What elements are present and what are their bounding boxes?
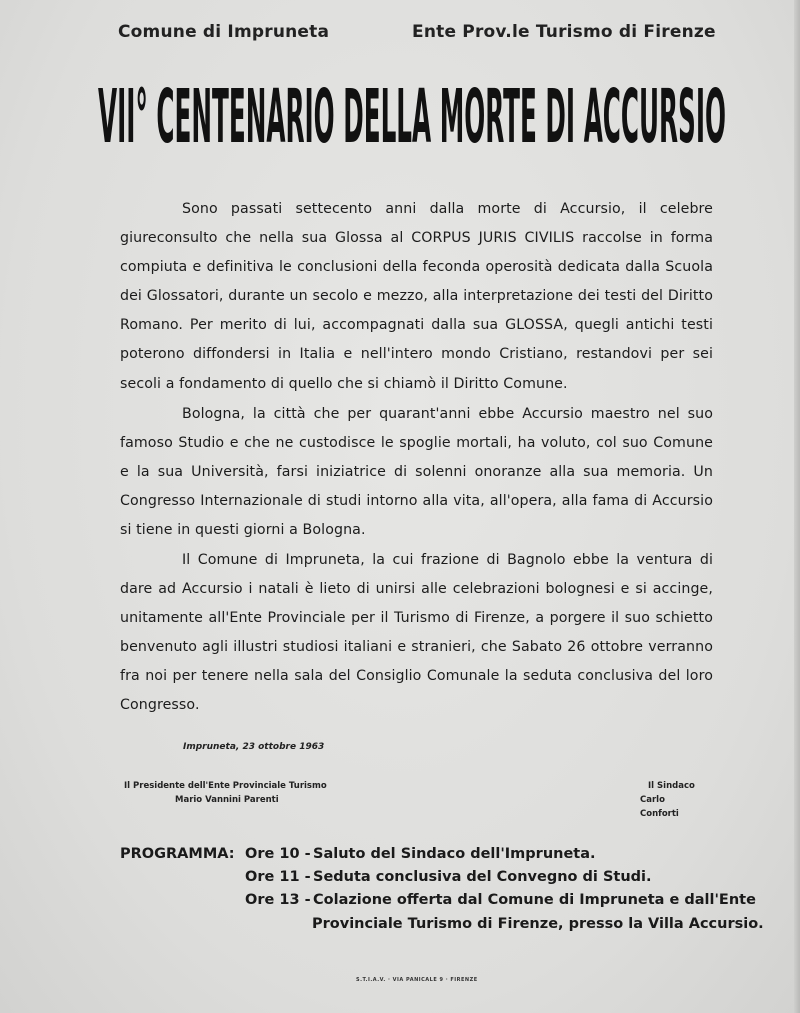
programma-item bbox=[245, 846, 596, 862]
programma-label: PROGRAMMA: bbox=[120, 846, 235, 862]
signature-president-title: Il Presidente dell'Ente Provinciale Turismo bbox=[124, 781, 327, 791]
programma-item bbox=[245, 869, 652, 885]
paragraph-3 bbox=[120, 546, 713, 721]
signature-president bbox=[124, 779, 327, 807]
programma-text: Colazione offerta dal Comune di Impruneta e dall'Ente bbox=[313, 892, 756, 908]
page-edge-shadow bbox=[794, 0, 800, 1013]
paragraph-text: Il Comune di Impruneta, la cui frazione di Bagnolo ebbe la ventura di dare ad Accursio i natali è lieto di unirsi alle celebrazioni bolognesi e si accinge, unitamente all'Ente Provinciale per il Turismo di Firenze, a porgere il suo schietto benvenuto agli illustri studiosi italiani e stranieri, che Sabato 26 ottobre verranno fra noi per tenere nella sala del Consiglio Comunale la seduta conclusiva del loro Congresso. bbox=[120, 552, 713, 714]
programma-text: Seduta conclusiva del Convegno di Studi. bbox=[313, 869, 652, 885]
header-right: Ente Prov.le Turismo di Firenze bbox=[412, 22, 716, 42]
signature-mayor-title: Il Sindaco bbox=[648, 781, 695, 791]
poster-title bbox=[98, 58, 728, 158]
programma-item bbox=[245, 892, 756, 908]
paragraph-text: Bologna, la città che per quarant'anni ebbe Accursio maestro nel suo famoso Studio e che ne custodisce le spoglie mortali, ha voluto, col suo Comune e la sua Università, farsi iniziatrice di solenni onoranze alla sua memoria. Un Congresso Internazionale di studi intorno alla vita, all'opera, alla fama di Accursio si tiene in questi giorni a Bologna. bbox=[120, 406, 713, 539]
signature-president-name: Mario Vannini Parenti bbox=[175, 795, 279, 805]
printer-imprint: S.T.I.A.V. · VIA PANICALE 9 · FIRENZE bbox=[356, 977, 478, 983]
signature-mayor bbox=[640, 779, 700, 821]
programma-text: Saluto del Sindaco dell'Impruneta. bbox=[313, 846, 596, 862]
dateline: Impruneta, 23 ottobre 1963 bbox=[183, 742, 325, 752]
paragraph-text: Sono passati settecento anni dalla morte di Accursio, il celebre giureconsulto che nella sua Glossa al CORPUS JURIS CIVILIS raccolse in forma compiuta e definitiva le conclusioni della feconda operosità dedicata dalla Scuola dei Glossatori, durante un secolo e mezzo, alla interpretazione dei testi del Diritto Romano. Per merito di lui, accompagnati dalla sua GLOSSA, quegli antichi testi poterono diffondersi in Italia e nell'intero mondo Cristiano, restandovi per sei secoli a fondamento di quello che si chiamò il Diritto Comune. bbox=[120, 201, 713, 392]
programma-time: Ore 10 - bbox=[245, 846, 311, 862]
header-left: Comune di Impruneta bbox=[118, 22, 330, 42]
paragraph-1 bbox=[120, 195, 713, 399]
programma-time: Ore 13 - bbox=[245, 892, 311, 908]
paragraph-2 bbox=[120, 400, 713, 545]
signature-mayor-name: Carlo Conforti bbox=[640, 795, 679, 819]
poster-title-text: VII° CENTENARIO DELLA MORTE DI ACCURSIO bbox=[98, 72, 726, 158]
programma-time: Ore 11 - bbox=[245, 869, 311, 885]
programma-item-continuation: Provinciale Turismo di Firenze, presso la Villa Accursio. bbox=[312, 916, 764, 932]
